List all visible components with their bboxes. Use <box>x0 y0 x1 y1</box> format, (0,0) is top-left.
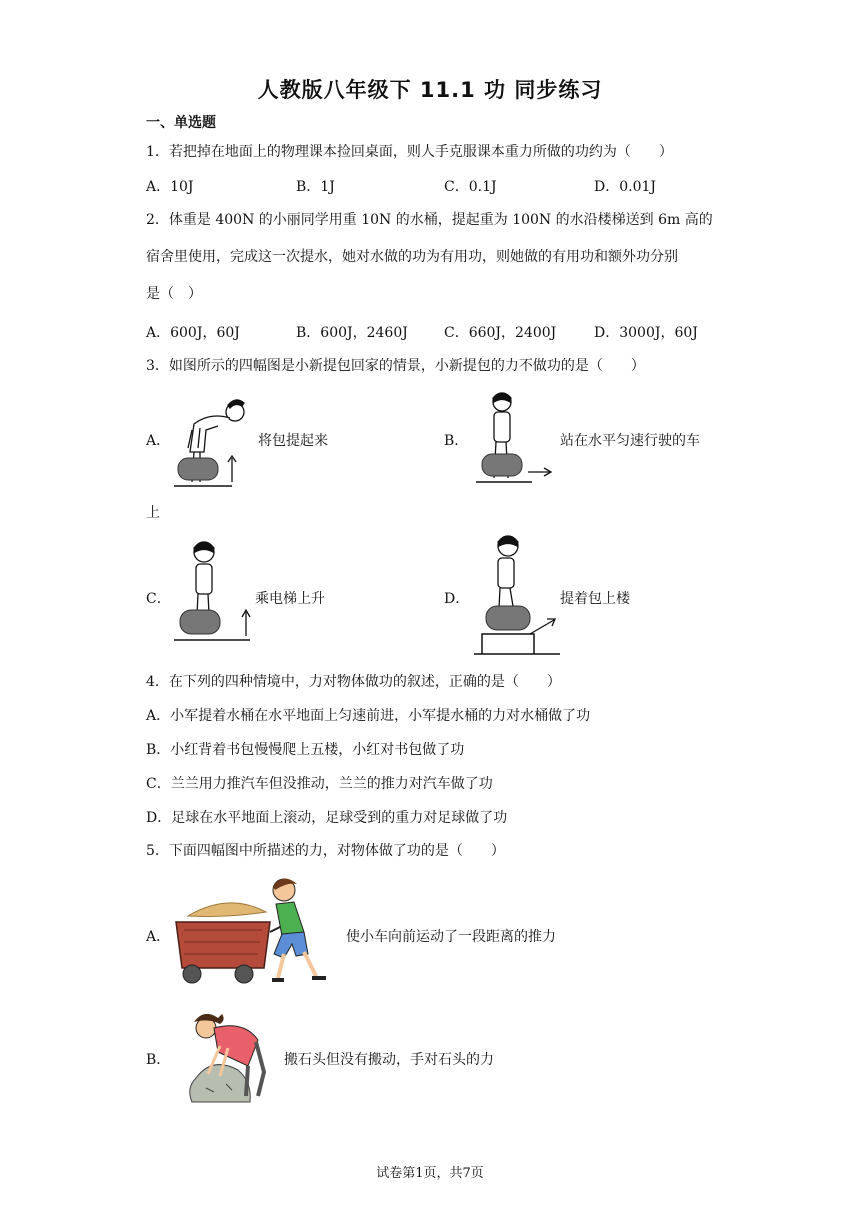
q5-option-b-caption: 搬石头但没有搬动，手对石头的力 <box>284 1052 494 1068</box>
q2-option-a: A．600J，60J <box>146 325 240 341</box>
q2-option-c: C．660J，2400J <box>444 325 557 341</box>
q4-option-c: C．兰兰用力推汽车但没推动，兰兰的推力对汽车做了功 <box>146 776 493 792</box>
q3-figure-d <box>472 528 562 656</box>
q3-option-a-letter: A． <box>146 433 171 449</box>
q2-option-b: B．600J，2460J <box>296 325 408 341</box>
q1-option-b: B．1J <box>296 179 335 195</box>
q1-option-a: A．10J <box>146 179 194 195</box>
q3-option-c-letter: C． <box>146 591 171 607</box>
q3-figure-c <box>170 536 260 648</box>
q3-option-d-letter: D． <box>444 591 470 607</box>
q4-stem: 4．在下列的四种情境中，力对物体做功的叙述，正确的是（ ） <box>146 674 561 690</box>
q2-stem-line-1: 2．体重是 400N 的小丽同学用重 10N 的水桶，提起重为 100N 的水沿楼梯送到 6m 高的 <box>146 212 713 228</box>
q1-option-c: C．0.1J <box>444 179 497 195</box>
q3-option-b-caption: 站在水平匀速行驶的车 <box>560 433 700 449</box>
q5-figure-a <box>168 872 344 990</box>
q3-option-b-letter: B． <box>444 433 469 449</box>
q4-option-a: A．小军提着水桶在水平地面上匀速前进，小军提水桶的力对水桶做了功 <box>146 708 591 724</box>
q3-option-a-caption: 将包提起来 <box>258 433 328 449</box>
q1-stem: 1．若把掉在地面上的物理课本捡回桌面，则人手克服课本重力所做的功约为（ ） <box>146 144 673 160</box>
q5-option-a-caption: 使小车向前运动了一段距离的推力 <box>346 929 556 945</box>
q1-option-d: D．0.01J <box>594 179 657 195</box>
q5-figure-b <box>176 1002 276 1108</box>
q3-figure-a <box>170 390 260 494</box>
q3-figure-b <box>472 386 562 490</box>
q3-stem: 3．如图所示的四幅图是小新提包回家的情景，小新提包的力不做功的是（ ） <box>146 358 645 374</box>
q5-option-a-letter: A． <box>146 929 171 945</box>
q4-option-d: D．足球在水平地面上滚动，足球受到的重力对足球做了功 <box>146 810 508 826</box>
q4-option-b: B．小红背着书包慢慢爬上五楼，小红对书包做了功 <box>146 742 465 758</box>
page-footer: 试卷第1页，共7页 <box>376 1166 484 1181</box>
section-heading: 一、单选题 <box>146 115 216 131</box>
q2-stem-line-3: 是（ ） <box>146 286 202 302</box>
q5-option-b-letter: B． <box>146 1052 171 1068</box>
q3-option-c-caption: 乘电梯上升 <box>255 591 325 607</box>
q2-option-d: D．3000J，60J <box>594 325 698 341</box>
q3-option-d-caption: 提着包上楼 <box>560 591 630 607</box>
q2-stem-line-2: 宿舍里使用，完成这一次提水，她对水做的功为有用功，则她做的有用功和额外功分别 <box>146 249 678 265</box>
q3-option-b-caption-wrap: 上 <box>146 505 160 521</box>
q5-stem: 5．下面四幅图中所描述的力，对物体做了功的是（ ） <box>146 843 505 859</box>
page-title: 人教版八年级下 11.1 功 同步练习 <box>257 78 603 102</box>
